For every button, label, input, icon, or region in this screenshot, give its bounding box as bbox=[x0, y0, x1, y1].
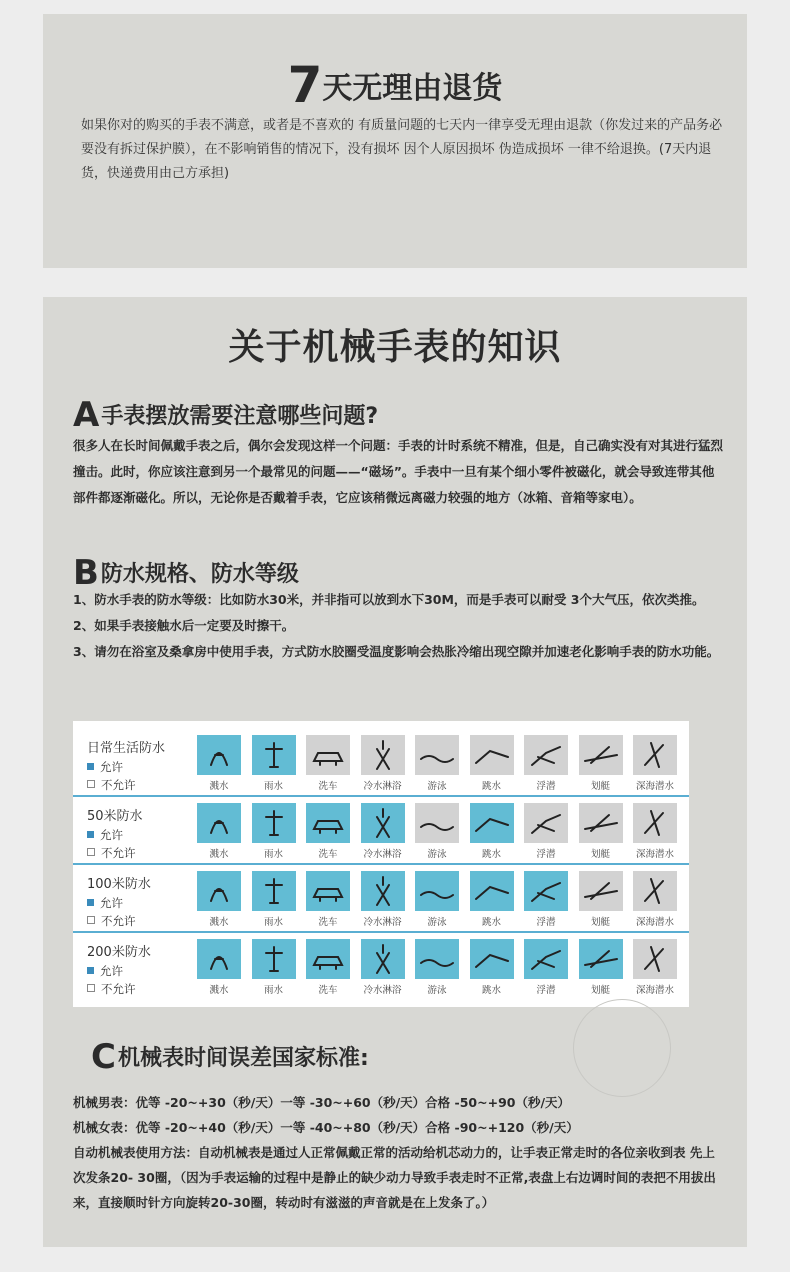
section-c-letter: C bbox=[91, 1037, 116, 1077]
legend-deny-text: 不允许 bbox=[101, 982, 136, 996]
activity-cell bbox=[252, 871, 296, 928]
activity-caption: 深海潜水 bbox=[635, 849, 674, 860]
water-rating-label: 200米防水 bbox=[87, 945, 151, 960]
activity-icon bbox=[524, 803, 568, 843]
activity-icon bbox=[524, 939, 568, 979]
activity-icon bbox=[361, 735, 405, 775]
activity-cell bbox=[524, 735, 568, 792]
activity-caption: 游泳 bbox=[427, 849, 447, 860]
activity-caption: 洗车 bbox=[318, 849, 338, 860]
returns-title-number: 7 bbox=[287, 56, 323, 114]
returns-body: 如果你对的购买的手表不满意，或者是不喜欢的 有质量问题的七天内一律享受无理由退款（你发过来的产品务必要没有拆过保护膜），在不影响销售的情况下，没有损坏 因个人原因损坏 伪造成损坏 一律不给退换。(7天内退货，快递费用由己方承担) bbox=[81, 118, 723, 181]
activity-caption: 游泳 bbox=[427, 781, 447, 792]
activity-icon bbox=[415, 803, 459, 843]
section-b-line: 3、请勿在浴室及桑拿房中使用手表，方式防水胶圈受温度影响会热胀冷缩出现空隙并加速老化影响手表的防水功能。 bbox=[73, 644, 720, 659]
activity-cell bbox=[470, 939, 514, 996]
activity-cell bbox=[306, 803, 350, 860]
legend-allow-text: 允许 bbox=[100, 964, 123, 978]
activity-icon bbox=[415, 735, 459, 775]
legend-deny bbox=[87, 777, 136, 793]
activity-caption: 深海潜水 bbox=[635, 985, 674, 996]
activity-icon bbox=[197, 871, 241, 911]
activity-caption: 雨水 bbox=[263, 985, 283, 996]
row-divider bbox=[73, 931, 689, 933]
section-a-body: 很多人在长时间佩戴手表之后，偶尔会发现这样一个问题：手表的计时系统不精准，但是，自己确实没有对其进行猛烈撞击。此时，你应该注意到另一个最常见的问题——“磁场”。手表中一旦有某个细小零件被磁化，就会导致连带其他部件都逐渐磁化。所以，无论你是否戴着手表，它应该稍微远离磁力较强的地方（冰箱、音箱等家电）。 bbox=[73, 438, 724, 505]
activity-cell bbox=[579, 939, 623, 996]
legend-allow bbox=[87, 827, 123, 843]
activity-icon bbox=[524, 871, 568, 911]
activity-cell bbox=[579, 735, 623, 792]
activity-cell bbox=[633, 735, 677, 792]
womens-watch-standard: 机械女表：优等 -20~+40（秒/天）一等 -40~+80（秒/天）合格 -90~+120（秒/天） bbox=[73, 1120, 579, 1135]
legend-deny-text: 不允许 bbox=[101, 778, 136, 792]
water-rating-row bbox=[73, 935, 689, 1001]
water-rating-row bbox=[73, 867, 689, 933]
activity-icon bbox=[306, 939, 350, 979]
legend-allow-text: 允许 bbox=[100, 760, 123, 774]
activity-icon bbox=[415, 939, 459, 979]
legend-deny-swatch bbox=[87, 916, 95, 924]
activity-cell bbox=[633, 871, 677, 928]
activity-icon bbox=[197, 803, 241, 843]
activity-cell bbox=[633, 803, 677, 860]
legend-allow-swatch bbox=[87, 831, 94, 838]
activity-icon bbox=[579, 871, 623, 911]
activity-icon bbox=[252, 803, 296, 843]
legend-deny bbox=[87, 913, 136, 929]
activity-cell bbox=[361, 939, 405, 996]
section-b-line: 2、如果手表接触水后一定要及时擦干。 bbox=[73, 618, 295, 633]
activity-caption: 雨水 bbox=[263, 849, 283, 860]
legend-allow-text: 允许 bbox=[100, 828, 123, 842]
activity-caption: 雨水 bbox=[263, 781, 283, 792]
activity-icon bbox=[579, 939, 623, 979]
activity-icon bbox=[579, 735, 623, 775]
activity-caption: 冷水淋浴 bbox=[363, 917, 402, 928]
activity-caption: 跳水 bbox=[481, 917, 501, 928]
activity-icon bbox=[633, 871, 677, 911]
activity-icon bbox=[524, 735, 568, 775]
water-resistance-table bbox=[73, 721, 689, 1007]
activity-cell bbox=[252, 803, 296, 860]
legend-allow bbox=[87, 895, 123, 911]
legend-allow-swatch bbox=[87, 899, 94, 906]
activity-caption: 冷水淋浴 bbox=[363, 985, 402, 996]
activity-caption: 浮潜 bbox=[536, 917, 556, 928]
activity-caption: 游泳 bbox=[427, 917, 447, 928]
returns-title-text: 天无理由退货 bbox=[322, 71, 503, 106]
legend-deny-text: 不允许 bbox=[101, 914, 136, 928]
activity-icon bbox=[306, 871, 350, 911]
activity-caption: 浮潜 bbox=[536, 985, 556, 996]
activity-icon bbox=[197, 735, 241, 775]
activity-caption: 洗车 bbox=[318, 985, 338, 996]
activity-caption: 雨水 bbox=[263, 917, 283, 928]
activity-cell bbox=[415, 803, 459, 860]
water-rating-label: 100米防水 bbox=[87, 877, 151, 892]
activity-cell bbox=[524, 871, 568, 928]
activity-caption: 跳水 bbox=[481, 781, 501, 792]
returns-panel bbox=[43, 14, 747, 268]
activity-icon bbox=[579, 803, 623, 843]
legend-deny-swatch bbox=[87, 848, 95, 856]
activity-icon bbox=[361, 939, 405, 979]
knowledge-title: 关于机械手表的知识 bbox=[228, 327, 562, 368]
activity-icon bbox=[306, 735, 350, 775]
activity-caption: 划艇 bbox=[590, 917, 610, 928]
water-rating-row bbox=[73, 731, 689, 797]
activity-cell bbox=[306, 939, 350, 996]
section-c-title: 机械表时间误差国家标准: bbox=[117, 1046, 369, 1071]
activity-cell bbox=[470, 803, 514, 860]
activity-caption: 跳水 bbox=[481, 985, 501, 996]
activity-cell bbox=[579, 803, 623, 860]
legend-allow bbox=[87, 759, 123, 775]
legend-deny-swatch bbox=[87, 780, 95, 788]
activity-caption: 溅水 bbox=[209, 917, 229, 928]
activity-caption: 划艇 bbox=[590, 781, 610, 792]
activity-cell bbox=[524, 939, 568, 996]
activity-caption: 划艇 bbox=[590, 985, 610, 996]
activity-icon bbox=[633, 735, 677, 775]
section-b-line: 1、防水手表的防水等级：比如防水30米，并非指可以放到水下30M，而是手表可以耐受 3个大气压，依次类推。 bbox=[73, 592, 705, 607]
section-b-letter: B bbox=[73, 553, 99, 593]
legend-deny bbox=[87, 845, 136, 861]
section-a-heading bbox=[73, 395, 378, 435]
section-a-letter: A bbox=[73, 395, 100, 435]
activity-caption: 溅水 bbox=[209, 849, 229, 860]
mens-watch-standard: 机械男表：优等 -20~+30（秒/天）一等 -30~+60（秒/天）合格 -50~+90（秒/天） bbox=[73, 1095, 571, 1110]
water-rating-label: 50米防水 bbox=[87, 809, 143, 824]
activity-caption: 跳水 bbox=[481, 849, 501, 860]
activity-cell bbox=[415, 939, 459, 996]
legend-allow-swatch bbox=[87, 763, 94, 770]
activity-icon bbox=[252, 871, 296, 911]
activity-cell bbox=[415, 735, 459, 792]
automatic-watch-usage: 自动机械表使用方法：自动机械表是通过人正常佩戴正常的活动给机芯动力的，让手表正常走时的各位亲收到表 先上次发条20- 30圈，（因为手表运输的过程中是静止的缺少动力导致手表走时不正常,表盘上右边调时间的表把不用拔出 来，直接顺时针方向旋转20-30圈，转动时有滋滋的声音就是在上发条了。） bbox=[73, 1145, 716, 1210]
activity-cell bbox=[252, 939, 296, 996]
activity-cell bbox=[197, 803, 241, 860]
activity-icon bbox=[306, 803, 350, 843]
activity-cell bbox=[361, 735, 405, 792]
activity-cell bbox=[306, 735, 350, 792]
activity-caption: 深海潜水 bbox=[635, 917, 674, 928]
activity-cell bbox=[306, 871, 350, 928]
activity-caption: 溅水 bbox=[209, 985, 229, 996]
water-rating-row bbox=[73, 799, 689, 865]
water-rating-label: 日常生活防水 bbox=[87, 741, 166, 756]
activity-cell bbox=[524, 803, 568, 860]
section-b-title: 防水规格、防水等级 bbox=[100, 562, 299, 587]
activity-icon bbox=[197, 939, 241, 979]
legend-deny bbox=[87, 981, 136, 997]
activity-icon bbox=[470, 803, 514, 843]
returns-title bbox=[43, 56, 747, 114]
legend-deny-text: 不允许 bbox=[101, 846, 136, 860]
section-b-body bbox=[73, 587, 723, 665]
activity-cell bbox=[197, 939, 241, 996]
activity-cell bbox=[470, 735, 514, 792]
activity-icon bbox=[415, 871, 459, 911]
activity-icon bbox=[633, 939, 677, 979]
activity-icon bbox=[470, 735, 514, 775]
activity-cell bbox=[633, 939, 677, 996]
activity-caption: 溅水 bbox=[209, 781, 229, 792]
activity-cell bbox=[361, 871, 405, 928]
activity-icon bbox=[361, 871, 405, 911]
activity-caption: 游泳 bbox=[427, 985, 447, 996]
legend-allow-swatch bbox=[87, 967, 94, 974]
activity-cell bbox=[579, 871, 623, 928]
section-c-heading bbox=[91, 1037, 369, 1077]
row-divider bbox=[73, 863, 689, 865]
section-a-title: 手表摆放需要注意哪些问题? bbox=[101, 404, 379, 429]
legend-allow-text: 允许 bbox=[100, 896, 123, 910]
activity-caption: 洗车 bbox=[318, 917, 338, 928]
activity-caption: 洗车 bbox=[318, 781, 338, 792]
activity-icon bbox=[470, 939, 514, 979]
legend-allow bbox=[87, 963, 123, 979]
row-divider bbox=[73, 795, 689, 797]
knowledge-panel bbox=[43, 297, 747, 1247]
activity-icon bbox=[361, 803, 405, 843]
activity-icon bbox=[252, 939, 296, 979]
activity-caption: 冷水淋浴 bbox=[363, 849, 402, 860]
activity-icon bbox=[470, 871, 514, 911]
activity-caption: 浮潜 bbox=[536, 781, 556, 792]
activity-cell bbox=[470, 871, 514, 928]
section-c-body bbox=[73, 1090, 723, 1215]
activity-icon bbox=[252, 735, 296, 775]
activity-caption: 深海潜水 bbox=[635, 781, 674, 792]
legend-deny-swatch bbox=[87, 984, 95, 992]
activity-cell bbox=[361, 803, 405, 860]
activity-cell bbox=[415, 871, 459, 928]
watermark-circle bbox=[573, 999, 671, 1097]
activity-cell bbox=[197, 735, 241, 792]
activity-icon bbox=[633, 803, 677, 843]
activity-caption: 划艇 bbox=[590, 849, 610, 860]
activity-cell bbox=[252, 735, 296, 792]
activity-caption: 冷水淋浴 bbox=[363, 781, 402, 792]
activity-cell bbox=[197, 871, 241, 928]
activity-caption: 浮潜 bbox=[536, 849, 556, 860]
